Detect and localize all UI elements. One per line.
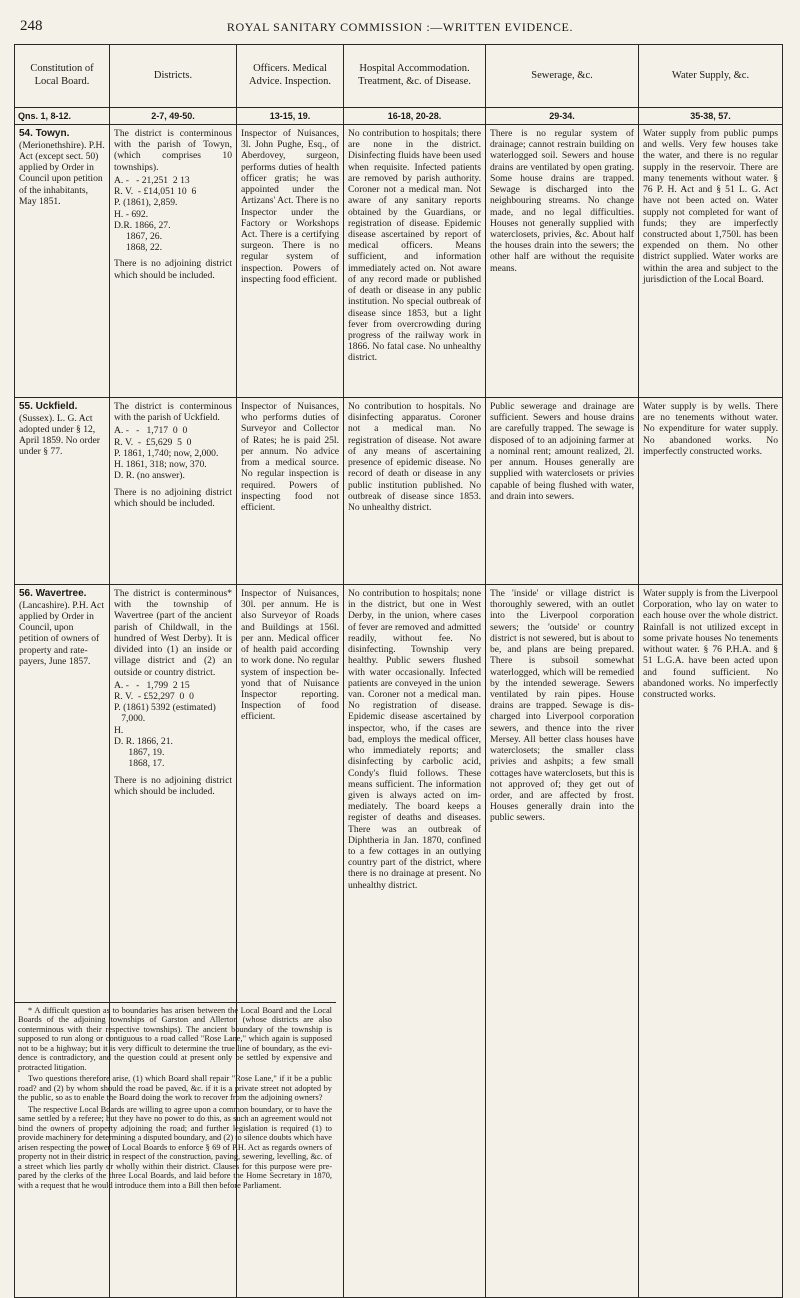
constitution-cell: [15, 125, 110, 398]
districts-cell: [110, 125, 237, 398]
districts-text: The district is conterminous with the parish of Towyn, (which comprises 10 townships).: [114, 128, 232, 173]
col-header-officers: Officers. Medical Advice. Inspection.: [237, 45, 344, 108]
districts-cell: [110, 398, 237, 585]
constitution-text: (Sussex). L. G. Act adopted under § 12, April 1859. No order under § 77.: [19, 412, 100, 458]
districts-text: The district is conterminous* with the township of Wavertree (part of the ancient parish of Childwall, in the hundred of West Derby). It is divided into (1) an inside or village district and (2) an outside or country district.: [114, 588, 232, 678]
districts-text: The district is conterminous with the parish of Uckfield.: [114, 401, 232, 424]
water-cell: Water supply is by wells. There are no tenements without water. No expenditure for water supply. No abandoned works. No imperfectly constructed works.: [639, 398, 783, 585]
question-numbers-constitution: Qns. 1, 8-12.: [15, 108, 110, 125]
sewerage-cell: There is no regular system of drainage; cannot restrain building on waterlogged soil. Sewers and house drains are ventilated by open grating. Some house drains are trapped. Sewage is discharged into the neighbouring streams. No change made, and no legal difficulties. Houses not generally supplied with waterclosets, privies, &c. About half the houses drain into the sewers; the other half are without the requisite means.: [486, 125, 639, 398]
adjoining-text: There is no adjoining district which should be included.: [114, 774, 232, 797]
population-figures: A. - - 1,799 2 15 R. V. - £52,297 0 0 P. (1861) 5392 (estimated) 7,000. H. D. R. 1866, 21. 1867, 19. 1868, 17.: [114, 679, 216, 770]
population-figures: A. - - 21,251 2 13 R. V. - £14,051 10 6 P. (1861), 2,859. H. - 692. D.R. 1866, 27. 1867, 26. 1868, 22.: [114, 174, 197, 254]
col-header-hospital: Hospital Accommodation. Treatment, &c. of Disease.: [344, 45, 486, 108]
col-header-sewerage: Sewerage, &c.: [486, 45, 639, 108]
footnote-paragraph: The respective Local Boards are willing to agree upon a common boundary, or to have the same settled by a referee; but they have no power to do this, as such an agreement would not bind the owners of property adjoining the road; and further legislation is required (1) to provide machinery for determining a disputed boundary, and (2) to silence doubts which have arisen respecting the power of Local Boards to enforce § 69 of P.H. Act as regards owners of property not in their district in respect of the construction, paving, sewering, levelling, &c. of a street which lies partly or wholly within their district. Clauses for this purpose were prepared by the clerks of the three Local Boards, and laid before the Home Secretary in 1870, with a request that he would introduce them into a Bill then before Parliament.: [18, 1104, 332, 1190]
officers-cell: Inspector of Nuisances, who performs duties of Surveyor and Collector of Rates; he is paid 25l. per annum. No advice from a medical source. No regular inspection is required. Powers of inspecting food not efficient.: [237, 398, 344, 585]
sewerage-cell: Public sewerage and drainage are sufficient. Sewers and house drains are carefully trapped. The sewage is disposed of to an adjoining farmer at a nominal rent; amount realized, 2l. per annum. Houses generally are supplied with waterclosets or privies capable of being flushed with water, and drain into sewers.: [486, 398, 639, 585]
question-numbers-sewerage: 29-34.: [486, 108, 639, 125]
page-header: [0, 8, 800, 44]
table-row-towyn: [15, 125, 783, 398]
col-header-water: Water Supply, &c.: [639, 45, 783, 108]
population-figures: A. - - 1,717 0 0 R. V. - £5,629 5 0 P. 1861, 1,740; now, 2,000. H. 1861, 318; now, 370. D. R. (no answer).: [114, 425, 219, 482]
col-header-constitution: Constitution of Local Board.: [15, 45, 110, 108]
col-header-districts: Districts.: [110, 45, 237, 108]
footnote-paragraph: * A difficult question as to boundaries has arisen between the Local Board and the Local Boards of the adjoining townships of Garston and Allerton (whose districts are also conterminous with their respective townships). The ancient boundary of the township is supposed to run along or contiguous to a road called "Rose Lane," which again is supposed not to be a highway; but it is very difficult to determine the true line of boundary, as the evidence is contradictory, and the question could at present only be settled by expensive and protracted litigation.: [18, 1006, 332, 1072]
question-numbers-districts: 2-7, 49-50.: [110, 108, 237, 125]
constitution-text: (Lancashire). P.H. Act applied by Order in Council, upon petition of owners of property and ratepayers, June 1857.: [19, 599, 104, 667]
footnote: [14, 1002, 336, 1192]
question-numbers-officers: 13-15, 19.: [237, 108, 344, 125]
place-name: 54. Towyn.: [19, 128, 70, 139]
page-number: 248: [20, 18, 43, 34]
question-numbers-hospital: 16-18, 20-28.: [344, 108, 486, 125]
place-name: 55. Uckfield.: [19, 401, 78, 412]
water-cell: Water supply is from the Liverpool Corporation, who lay on water to each house over the whole district. Rainfall is not utilized except in some private houses No tenements without water. § 76 P.H.A. and § 51 L.G.A. have been acted upon and found sufficient. No abandoned works. No imperfectly constructed works.: [639, 585, 783, 1298]
hospital-cell: No contribution to hospitals. No disinfecting apparatus. Coroner not a medical man. No registration of disease. Not aware of any means of ascertaining presence of epidemic disease. No record of death or disease in any public institution published. No outbreak of disease since 1853. No unhealthy district.: [344, 398, 486, 585]
water-cell: Water supply from public pumps and wells. Very few houses take the water, and there is no regular supply in the reservoir. There are many tenements without water. § 76 P. H. Act and § 51 L. G. Act have not been acted on. Water supply not completed for want of funds; they are imperfectly constructed about 1,750l. has been expended on them. No other district supplied. Water works are within the area and subject to the jurisdiction of the Local Board.: [639, 125, 783, 398]
sewerage-cell: The 'inside' or village district is thoroughly sewered, with an outlet into the Liverpool corporation sewers; the 'outside' or country district is not sewered, but is about to be, and plans are being prepared. There is subsoil somewhat waterlogged, which will be remedied by the intended sewerage. Sewers ventilated by rain pipes. House drains are trapped. Sewage is discharged into Liverpool corporation sewers, and thence into the river Mersey. All better class houses have waterclosets; the smaller class privies and ashpits; a few small cottages have waterclosets, but this is not approved of; they get out of order, and are affected by frost. Houses generally drain into the public sewers.: [486, 585, 639, 1298]
footnote-paragraph: Two questions therefore arise, (1) which Board shall repair "Rose Lane," if it be a public road? and (2) by whom should the road be paved, &c. if it is a private street not adopted by the public, so as to enable the Board doing the work to recover from the adjoining owners?: [18, 1074, 332, 1103]
adjoining-text: There is no adjoining district which should be included.: [114, 258, 232, 281]
question-numbers-water: 35-38, 57.: [639, 108, 783, 125]
page-title: ROYAL SANITARY COMMISSION :—WRITTEN EVIDENCE.: [226, 20, 574, 34]
adjoining-text: There is no adjoining district which should be included.: [114, 486, 232, 509]
officers-cell: Inspector of Nuisances, 3l. John Pughe, Esq., of Aberdovey, surgeon, performs duties of health officer gratis; he was appointed under the Artizans' Act. There is no Inspector under the Factory or Workshops Act. There is a certifying surgeon. There is no regular system of inspection. Powers of inspecting food efficient.: [237, 125, 344, 398]
officers-cell: Inspector of Nuisances, 30l. per annum. He is also Surveyor of Roads and Buildings at 156l. per ann. Medical officer of health paid according to work done. No regular system of inspection beyond that of Nuisance Inspector reporting. Inspection of food efficient.: [237, 585, 344, 1298]
hospital-cell: No contribution to hospitals; none in the district, but one in West Derby, in the union, where cases of fever are removed and admitted readily, without fee. No disinfecting. Township very healthy. Public sewers flushed with water occasionally. Infected patients are conveyed in the union van. Coroner not a medical man. No registration of disease. Epidemic disease ascertained by inspector, who, if the cases are bad, employs the medical officer, who immediately reports; and disinfecting by carbolic acid, Condy's fluid follows. These means sufficient. The information given is always acted on immediately. The board keeps a register of deaths and diseases. There was an outbreak of Diphtheria in Jan. 1870, confined to a few cottages in an outlying country part of the district, where there is no drainage at present. No unhealthy district.: [344, 585, 486, 1298]
hospital-cell: No contribution to hospitals; there are none in the district. Disinfecting fluids have been used when requisite. Infected patients are removed by parish authority. Coroner not a medical man. Not aware of any sanitary reports obtained by the Guardians, or registration of disease. Epidemic disease ascertained by report of medical officers. Means sufficient, and information immediately acted on. Not aware of any record made or published of death or disease in any public institution. No special outbreak of disease since 1853, but a light fever from overcrowding during progress of the railway work in 1866. No fatal case. No unhealthy district.: [344, 125, 486, 398]
table-row-uckfield: [15, 398, 783, 585]
constitution-cell: [15, 398, 110, 585]
place-name: 56. Wavertree.: [19, 588, 87, 599]
constitution-text: (Merionethshire). P.H. Act (except sect. 50) applied by Order in Council upon petition of the inhabitants, May 1851.: [19, 139, 105, 207]
